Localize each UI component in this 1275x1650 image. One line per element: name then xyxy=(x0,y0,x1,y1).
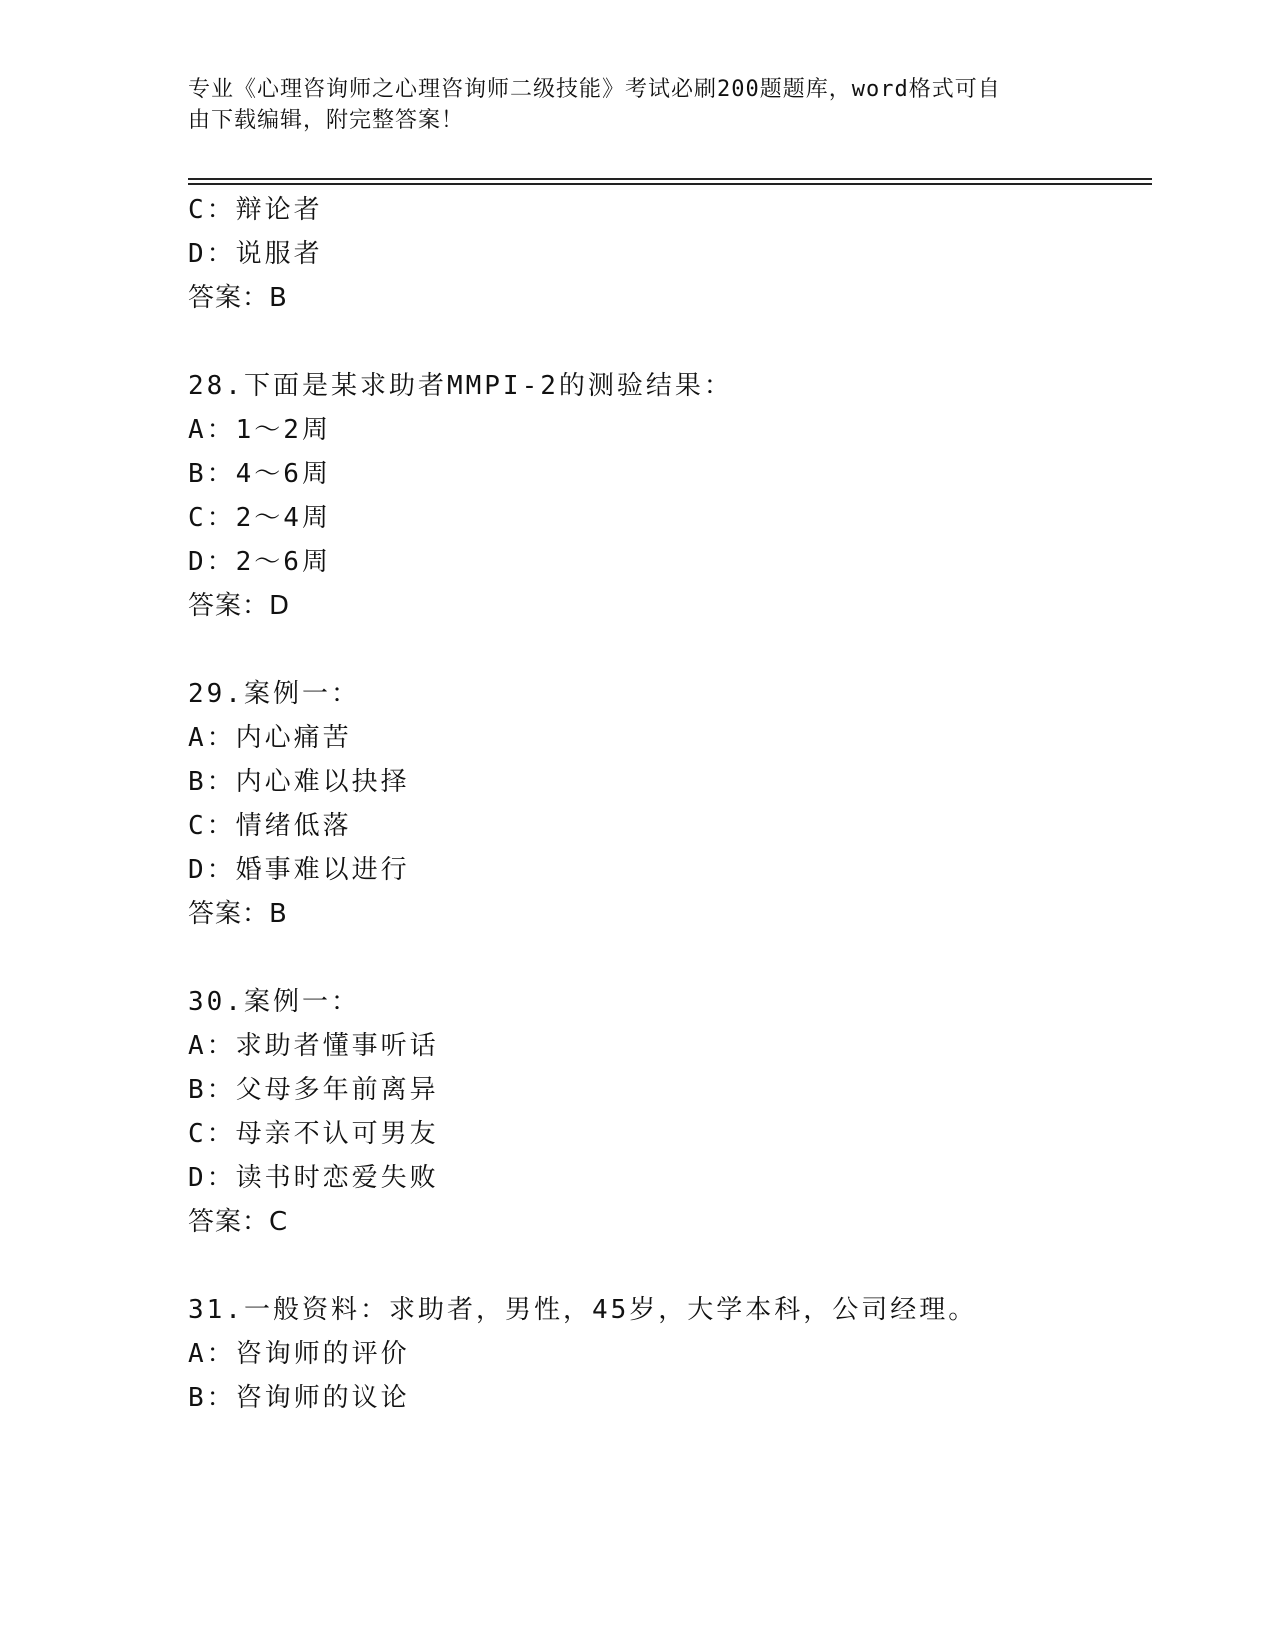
question-stem: 31.一般资料：求助者，男性，45岁，大学本科，公司经理。 xyxy=(188,1295,978,1325)
question-stem: 29.案例一： xyxy=(188,679,360,709)
option-c: C：情绪低落 xyxy=(188,811,352,841)
option-d: D：读书时恋爱失败 xyxy=(188,1163,439,1193)
option-c: C：母亲不认可男友 xyxy=(188,1119,439,1149)
option-a: A：1～2周 xyxy=(188,415,331,445)
answer-line: 答案：B xyxy=(188,899,288,929)
option-b: B：父母多年前离异 xyxy=(188,1075,439,1105)
question-stem: 28.下面是某求助者MMPI-2的测验结果： xyxy=(188,371,733,401)
option-a: A：咨询师的评价 xyxy=(188,1339,410,1369)
header-divider-bottom xyxy=(188,183,1152,185)
header-line-1: 专业《心理咨询师之心理咨询师二级技能》考试必刷200题题库，word格式可自 xyxy=(188,77,1001,102)
option-d: D：说服者 xyxy=(188,239,323,269)
option-a: A：内心痛苦 xyxy=(188,723,352,753)
option-b: B：内心难以抉择 xyxy=(188,767,410,797)
option-b: B：4～6周 xyxy=(188,459,331,489)
header-line-2: 由下载编辑，附完整答案！ xyxy=(188,108,465,133)
answer-line: 答案：B xyxy=(188,283,288,313)
option-d: D：婚事难以进行 xyxy=(188,855,410,885)
header-divider-top xyxy=(188,178,1152,180)
answer-line: 答案：C xyxy=(188,1207,289,1237)
option-c: C：辩论者 xyxy=(188,195,323,225)
question-stem: 30.案例一： xyxy=(188,987,360,1017)
option-c: C：2～4周 xyxy=(188,503,331,533)
document-header xyxy=(188,74,1088,136)
answer-line: 答案：D xyxy=(188,591,291,621)
option-d: D：2～6周 xyxy=(188,547,331,577)
option-b: B：咨询师的议论 xyxy=(188,1383,410,1413)
option-a: A：求助者懂事听话 xyxy=(188,1031,439,1061)
